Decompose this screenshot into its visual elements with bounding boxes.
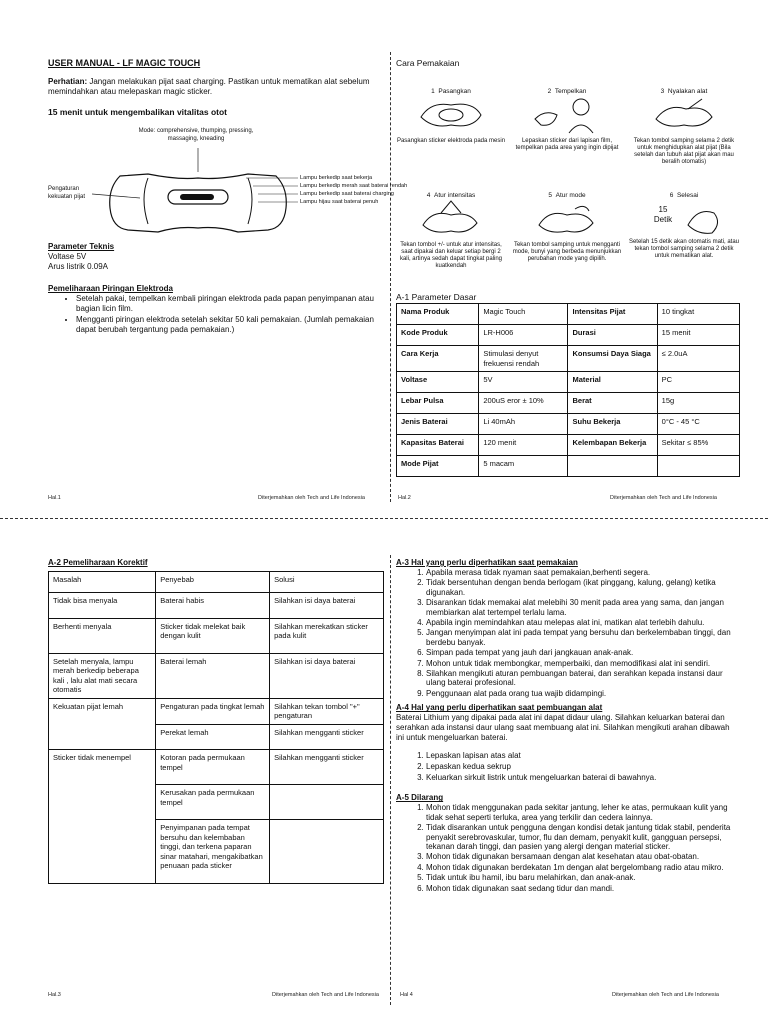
cause-cell: Sticker tidak melekat baik dengan kulit [156, 618, 270, 653]
step-5 [512, 192, 622, 263]
tech-params [48, 242, 378, 272]
prohibited-list [396, 803, 738, 893]
lamp-label: Lampu berkedip saat bekerja [300, 175, 373, 181]
list-item: 1. Apabila merasa tidak nyaman saat pemakaian,berhenti segera. [426, 568, 738, 577]
device-diagram [48, 128, 408, 238]
param-value: LR-H006 [479, 325, 568, 346]
param-value: 120 menit [479, 435, 568, 456]
corrective-row [49, 653, 384, 698]
params-row [397, 346, 740, 372]
vertical-divider-bottom [390, 555, 391, 1005]
column-header: Penyebab [156, 572, 270, 593]
problem-cell: Berhenti menyala [49, 618, 156, 653]
disposal-intro: Baterai Lithium yang dipakai pada alat ini dapat didaur ulang. Silahkan keluarkan baterai dan serahkan ada instansi daur ulang saat membuang alat ini. Silahkan mengikuti arahan dibawah ini untuk mengeluarkan baterai. [396, 713, 730, 743]
param-label: Jenis Baterai [397, 414, 479, 435]
corrective-row [49, 593, 384, 619]
corrective-row [49, 750, 384, 785]
care-item: • Mengganti piringan elektroda setelah sekitar 50 kali pemakaian. (Jumlah pemakaian dapat berubah tergantung pada pemakaian.) [76, 315, 378, 335]
list-item: 6. Mohon tidak digunakan saat sedang tidur dan mandi. [426, 884, 738, 893]
mode-label: Mode: comprehensive, thumping, pressing, massaging, kneading [138, 128, 254, 142]
solution-cell: Silahkan isi daya baterai [270, 653, 384, 698]
tech-line: Voltase 5V [48, 252, 87, 261]
param-value: Sekitar ≤ 85% [657, 435, 739, 456]
param-value: Magic Touch [479, 304, 568, 325]
param-value: 5V [479, 372, 568, 393]
step-4 [396, 192, 506, 270]
list-item: 8. Silahkan mengikuti aturan pembuangan baterai, dan serahkan kepada instansi daur ulang baterai profesional. [426, 669, 738, 688]
step-3 [628, 88, 740, 166]
disposal-list [396, 751, 738, 783]
tech-title: Parameter Teknis [48, 242, 115, 251]
step-number: 6 [669, 192, 674, 199]
care-title: Pemeliharaan Piringan Elektroda [48, 284, 173, 293]
cause-cell: Penyimpanan pada tempat bersuhu dan kelembaban tinggi, dan terkena paparan sinar matahari, mengakibatkan penuaan pada sticker [156, 820, 270, 884]
step-label: Pasangkan [438, 88, 471, 95]
solution-cell: Silahkan tekan tombol "+" pengaturan [270, 698, 384, 724]
params-title: A-1 Parameter Dasar [396, 292, 477, 302]
corrective-header-row [49, 572, 384, 593]
hand-off-icon [684, 199, 724, 239]
params-row [397, 393, 740, 414]
list-item: 5. Jangan menyimpan alat ini pada tempat yang bersuhu dan berkelembaban tinggi, dan berdebu banyak. [426, 628, 738, 647]
tech-line: Arus listrik 0.09A [48, 262, 109, 271]
param-label: Kapasitas Baterai [397, 435, 479, 456]
step-label: Atur mode [555, 192, 586, 199]
solution-cell: Silahkan mengganti sticker [270, 724, 384, 750]
step-1 [396, 88, 506, 145]
solution-cell [270, 820, 384, 884]
page-3 [48, 558, 384, 998]
mode-icon [527, 199, 607, 239]
corrective-table [48, 571, 384, 884]
param-value: 0°C - 45 °C [657, 414, 739, 435]
param-label: Kode Produk [397, 325, 479, 346]
intensity-label: Pengaturan kekuatan pijat [48, 186, 86, 200]
param-label: Suhu Bekerja [568, 414, 657, 435]
param-label: Lebar Pulsa [397, 393, 479, 414]
list-item: 1. Lepaskan lapisan atas alat [426, 751, 738, 761]
list-item: 1. Mohon tidak menggunakan pada sekitar jantung, leher ke atas, permukaan kulit yang tidak sehat seperti terluka, area yang terkilir dan cedera lainnya. [426, 803, 738, 822]
warning-label: Perhatian: [48, 77, 88, 86]
step-label: Atur intensitas [434, 192, 476, 199]
power-on-icon [644, 95, 724, 135]
problem-cell: Kekuatan pijat lemah [49, 698, 156, 750]
param-label: Voltase [397, 372, 479, 393]
param-value: 5 macam [479, 456, 568, 477]
param-label [568, 456, 657, 477]
cause-cell: Kotoran pada permukaan tempel [156, 750, 270, 785]
corrective-title: A-2 Pemeliharaan Korektif [48, 558, 148, 567]
list-item: 6. Simpan pada tempat yang jauh dari jangkauan anak-anak. [426, 648, 738, 657]
lamp-label: Lampu berkedip saat baterai charging [300, 191, 394, 197]
page-1-number: Hal.1 [48, 495, 61, 501]
step-desc: Setelah 15 detik akan otomatis mati, atau tekan tombol samping selama 2 detik untuk mematikan alat. [628, 239, 740, 259]
solution-cell: Silahkan merekatkan sticker pada kulit [270, 618, 384, 653]
step-6 [628, 192, 740, 260]
usage-notes-list [396, 568, 738, 698]
param-value: 15g [657, 393, 739, 414]
page-4-footer: Diterjemahkan oleh Tech and Life Indonesia [612, 992, 719, 998]
usage-title: Cara Pemakaian [396, 58, 460, 68]
disposal-title: A-4 Hal yang perlu diperhatikan saat pembuangan alat [396, 703, 603, 713]
param-label: Nama Produk [397, 304, 479, 325]
params-table [396, 303, 740, 477]
page-2-footer: Diterjemahkan oleh Tech and Life Indonesia [610, 495, 717, 501]
problem-cell: Setelah menyala, lampu merah berkedip beberapa kali , lalu alat mati secara otomatis [49, 653, 156, 698]
horizontal-divider [0, 518, 768, 519]
electrode-care [48, 284, 378, 336]
list-item: 7. Mohon untuk tidak membongkar, memperbaiki, dan memodifikasi alat ini sendiri. [426, 659, 738, 668]
param-label: Berat [568, 393, 657, 414]
param-label: Intensitas Pijat [568, 304, 657, 325]
page-1-title: USER MANUAL - LF MAGIC TOUCH [48, 58, 201, 68]
step-label: Selesai [676, 192, 699, 199]
problem-cell: Sticker tidak menempel [49, 750, 156, 884]
step-desc: Tekan tombol +/- untuk atur intensitas, saat dipakai dan keluar setiap bergi 2 kali, artinya sedah dapat tingkat paling kuatkendah [399, 242, 503, 269]
step-number: 5 [548, 192, 552, 199]
vitality-heading: 15 menit untuk mengembalikan vitalitas otot [48, 107, 228, 117]
column-header: Solusi [270, 572, 384, 593]
list-item: 5. Tidak untuk ibu hamil, ibu baru melahirkan, dan anak-anak. [426, 873, 738, 882]
list-item: 4. Apabila ingin memindahkan atau melepas alat ini, matikan alat terlebih dahulu. [426, 618, 738, 627]
solution-cell: Silahkan isi daya baterai [270, 593, 384, 619]
param-value: 10 tingkat [657, 304, 739, 325]
list-item: 3. Mohon tidak digunakan bersamaan dengan alat kesehatan atau obat-obatan. [426, 852, 738, 861]
param-label: Konsumsi Daya Siaga [568, 346, 657, 372]
page-3-footer: Diterjemahkan oleh Tech and Life Indonesia [272, 992, 379, 998]
params-row [397, 414, 740, 435]
warning-text: Jangan melakukan pijat saat charging. Pastikan untuk mematikan alat sebelum memindahkan atau melepaskan magic sticker. [48, 77, 370, 96]
step-desc: Tekan tombol samping selama 2 detik untuk menghidupkan alat pijat (Bila setelah dan tubuh alat pijat akan mau beralih otomatis) [633, 138, 735, 165]
params-table-wrap [396, 303, 740, 477]
apply-sticker-icon [527, 95, 607, 135]
step-label: Nyalakan alat [667, 88, 708, 95]
param-label: Durasi [568, 325, 657, 346]
params-row [397, 372, 740, 393]
page-4-number: Hal 4 [400, 992, 413, 998]
timer-illustration [628, 199, 740, 239]
timer-text: 15 Detik [653, 205, 673, 224]
param-label: Mode Pijat [397, 456, 479, 477]
param-label: Kelembapan Bekerja [568, 435, 657, 456]
corrective-row [49, 698, 384, 724]
page-4 [396, 558, 738, 998]
param-label: Material [568, 372, 657, 393]
step-desc: Pasangkan sticker elektroda pada mesin [396, 138, 506, 144]
step-number: 1 [431, 88, 435, 95]
step-label: Tempelkan [554, 88, 587, 95]
params-row [397, 304, 740, 325]
list-item: 3. Keluarkan sirkuit listrik untuk mengeluarkan baterai di bawahnya. [426, 773, 738, 783]
step-number: 4 [426, 192, 431, 199]
cause-cell: Perekat lemah [156, 724, 270, 750]
param-value: Stimulasi denyut frekuensi rendah [479, 346, 568, 372]
care-item: • Setelah pakai, tempelkan kembali piringan elektroda pada papan penyimpanan atau bagian licin film. [76, 294, 378, 314]
step-number: 3 [660, 88, 665, 95]
corrective-row [49, 618, 384, 653]
cause-cell: Pengaturan pada tingkat lemah [156, 698, 270, 724]
lamp-label: Lampu hijau saat baterai penuh [300, 199, 379, 205]
usage-notes-title: A-3 Hal yang perlu diperhatikan saat pemakaian [396, 558, 578, 567]
param-value: 200uS eror ± 10% [479, 393, 568, 414]
param-value: Li 40mAh [479, 414, 568, 435]
list-item: 2. Lepaskan kedua sekrup [426, 762, 738, 772]
step-desc: Lepaskan sticker dari lapisan film, tempelkan pada area yang ingin dipijat [515, 138, 619, 151]
care-list [48, 294, 378, 335]
list-item: 4. Mohon tidak digunakan berdekatan 1m dengan alat bergelombang radio atau mikro. [426, 863, 738, 872]
cause-cell: Baterai lemah [156, 653, 270, 698]
intensity-icon [411, 199, 491, 239]
param-value: 15 menit [657, 325, 739, 346]
step-2 [512, 88, 622, 152]
page-2 [396, 58, 740, 498]
cause-cell: Baterai habis [156, 593, 270, 619]
page-1-footer: Diterjemahkan oleh Tech and Life Indonesia [258, 495, 365, 501]
prohibited-title: A-5 Dilarang [396, 793, 444, 803]
param-value: ≤ 2.0uA [657, 346, 739, 372]
solution-cell [270, 785, 384, 820]
param-label: Cara Kerja [397, 346, 479, 372]
page-2-number: Hal.2 [398, 495, 411, 501]
cause-cell: Kerusakan pada permukaan tempel [156, 785, 270, 820]
params-row [397, 435, 740, 456]
list-item: 2. Tidak bersentuhan dengan benda berlogam (ikat pinggang, kalung, gelang) ketika digunakan. [426, 578, 738, 597]
params-row [397, 456, 740, 477]
list-item: 9. Penggunaan alat pada orang tua wajib didampingi. [426, 689, 738, 698]
param-value [657, 456, 739, 477]
problem-cell: Tidak bisa menyala [49, 593, 156, 619]
param-value: PC [657, 372, 739, 393]
column-header: Masalah [49, 572, 156, 593]
step-number: 2 [547, 88, 552, 95]
params-row [397, 325, 740, 346]
step-desc: Tekan tombol samping untuk mengganti mode, bunyi yang berbeda menunjukkan perubahan mode yang dipilih. [512, 242, 622, 262]
list-item: 2. Tidak disarankan untuk pengguna dengan kondisi detak jantung tidak stabil, penderita penyakit serebrovaskular, tumor, flu dan demam, penyakit kulit, gangguan persepsi, tekanan darah tinggi, dan pasien yang alergi dengan material sticker. [426, 823, 738, 851]
list-item: 3. Disarankan tidak memakai alat melebihi 30 menit pada area yang sama, dan jangan membiarkan alat tertempel terlalu lama. [426, 598, 738, 617]
vertical-divider-top [390, 52, 391, 502]
page-3-number: Hal.3 [48, 992, 61, 998]
lamp-label: Lampu berkedip merah saat baterai rendah [300, 183, 408, 189]
solution-cell: Silahkan mengganti sticker [270, 750, 384, 785]
warning [48, 77, 384, 97]
hand-sticker-icon [411, 95, 491, 135]
